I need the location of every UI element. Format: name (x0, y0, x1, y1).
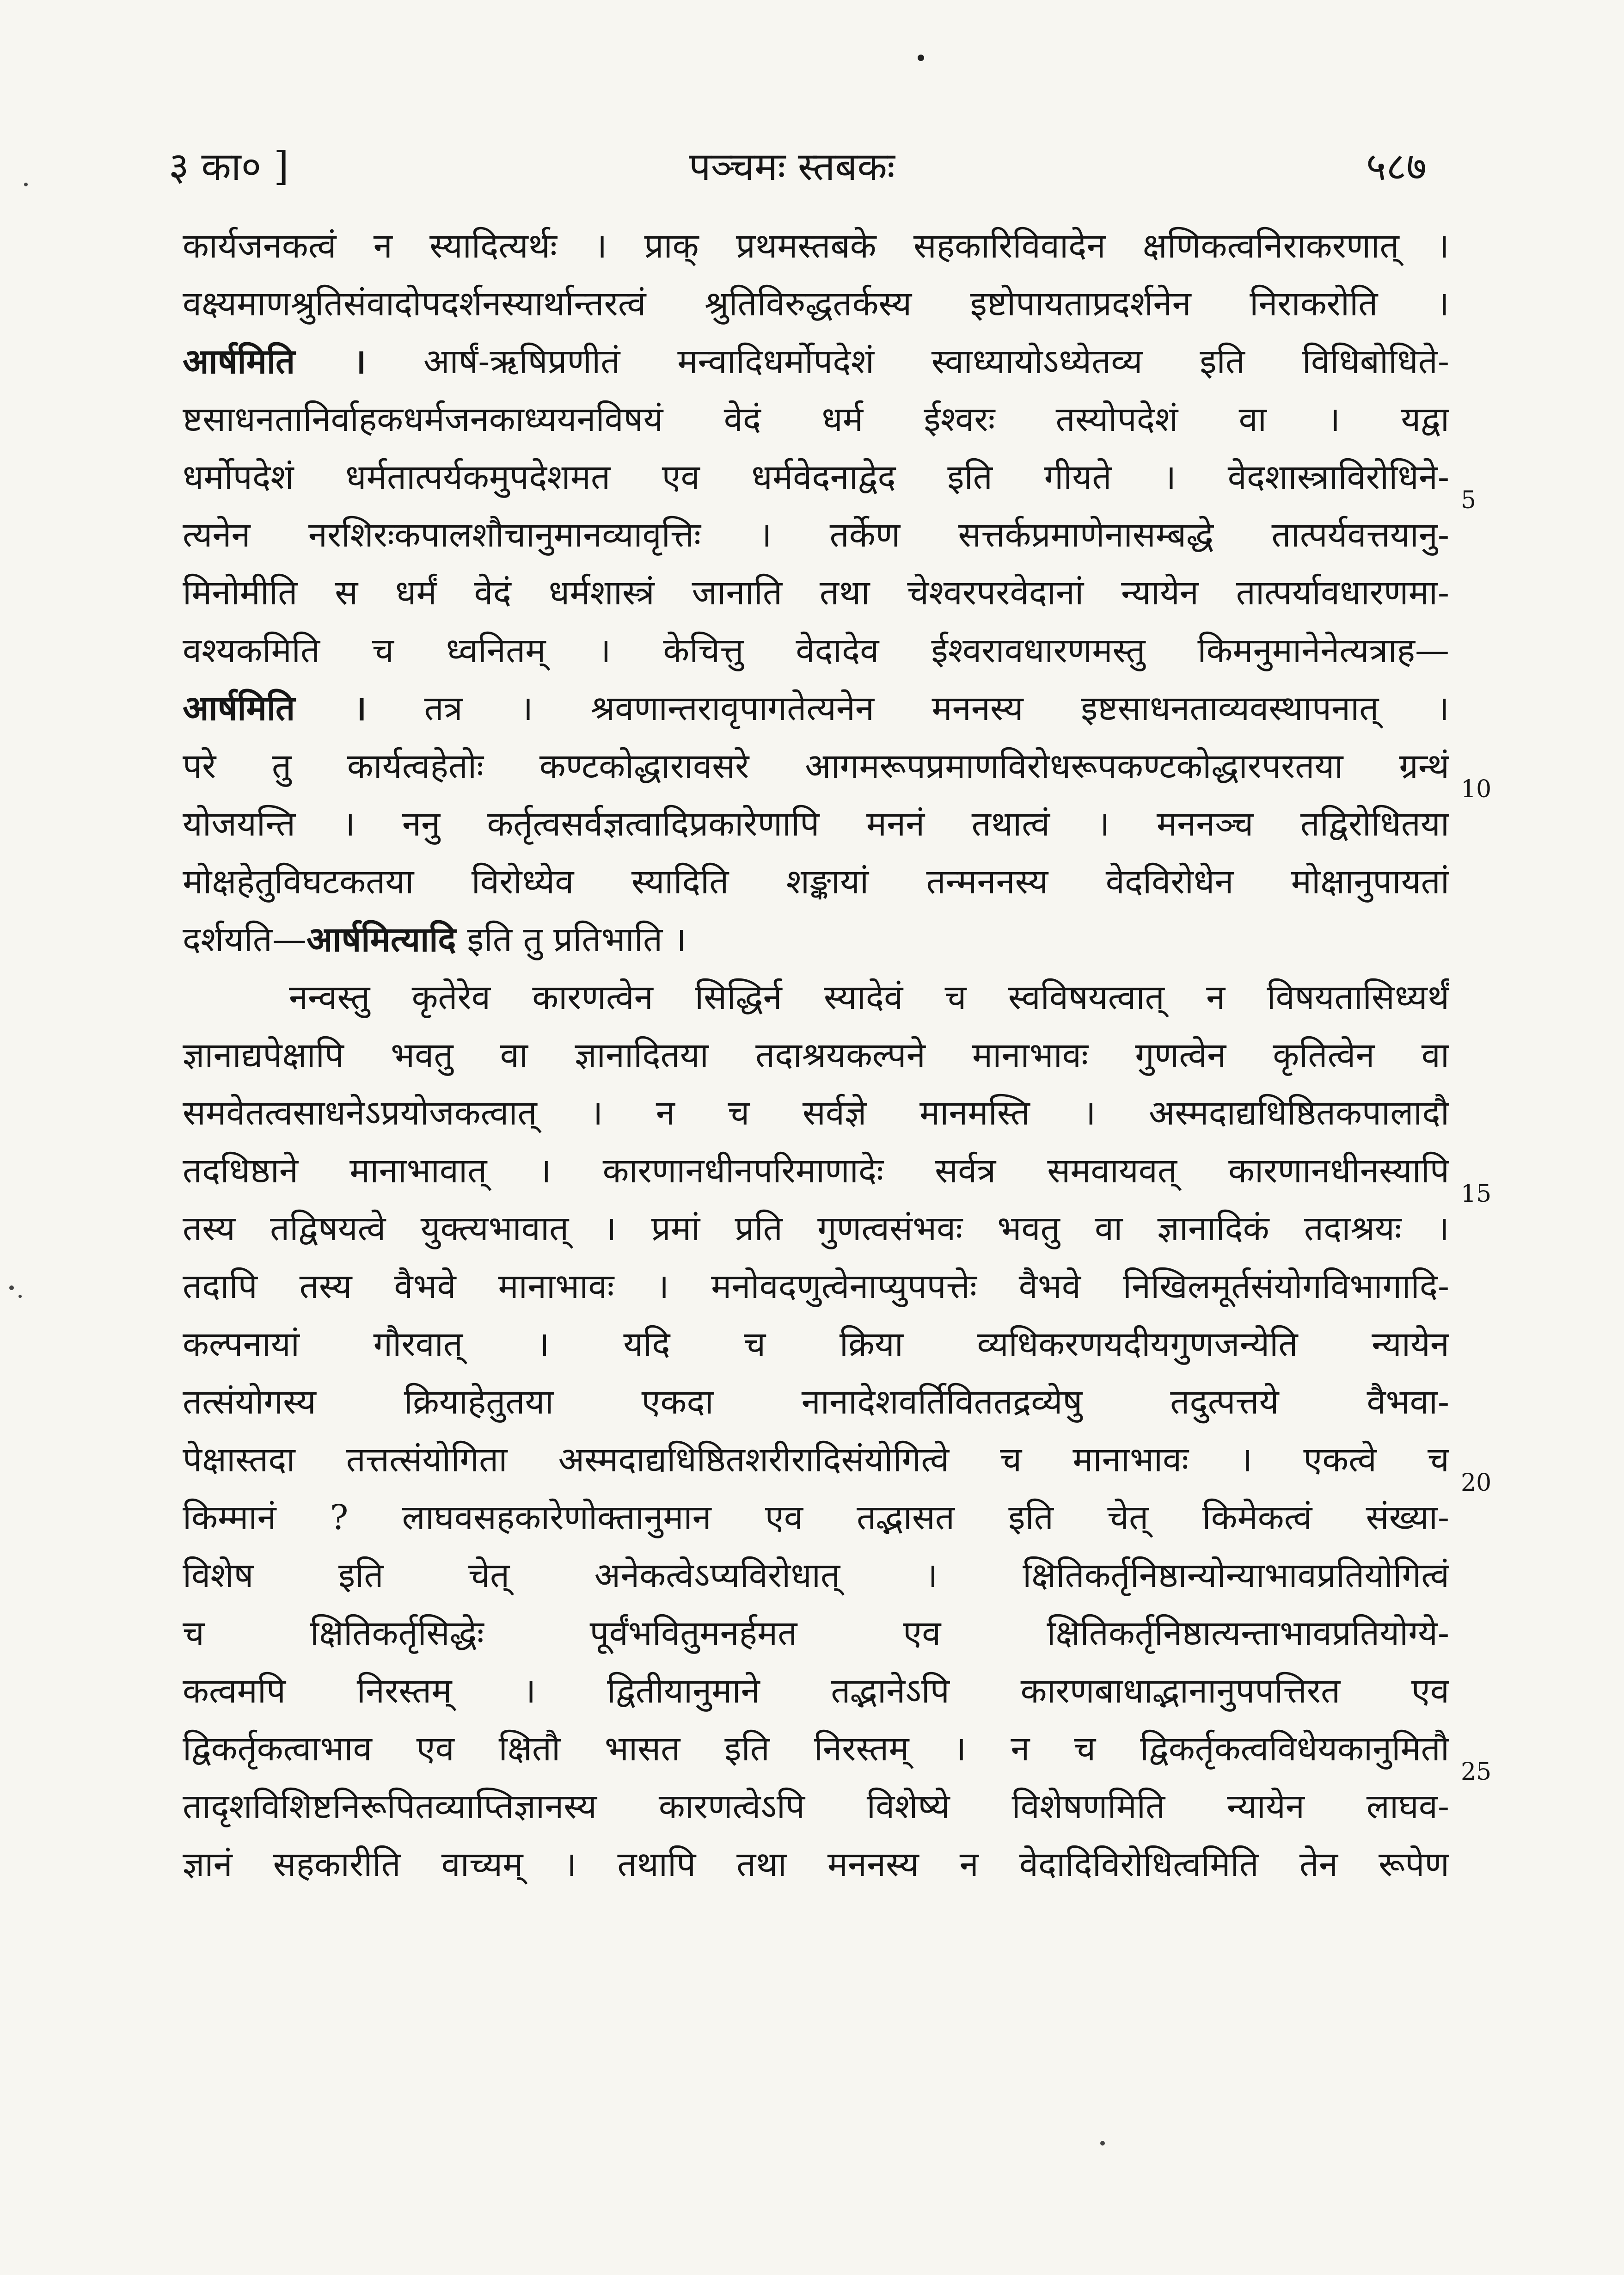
text-line (183, 795, 1449, 853)
text-line (183, 1836, 1449, 1894)
text-line (289, 969, 1449, 1027)
page-number: ५८७ (1366, 144, 1427, 189)
line-text: तत्र । श्रवणान्तरावृपागतेत्यनेन मननस्य इष्टसाधनताव्यवस्थापनात् । (367, 689, 1449, 728)
text-line (183, 1547, 1449, 1605)
scan-speck (9, 1285, 14, 1290)
text-line (183, 391, 1449, 449)
text-line (183, 622, 1449, 680)
text-line (183, 1720, 1449, 1778)
line-text: तादृशविशिष्टनिरूपितव्याप्तिज्ञानस्य कारणत्वेऽपि विशेष्ये विशेषणमिति न्यायेन लाघव- (183, 1787, 1449, 1826)
bold-lemma: आर्षमिति । (183, 342, 367, 381)
line-text: मिनोमीति स धर्मं वेदं धर्मशास्त्रं जानाति तथा चेश्वरपरवेदानां न्यायेन तात्पर्यावधारणमा- (183, 573, 1449, 613)
header-title: पञ्चमः स्तबकः (689, 144, 895, 189)
bold-lemma: आर्षमिति । (183, 689, 367, 728)
line-text: समवेतत्वसाधनेऽप्रयोजकत्वात् । न च सर्वज्ञे मानमस्ति । अस्मदाद्यधिष्ठितकपालादौ (183, 1093, 1449, 1133)
line-text: नन्वस्तु कृतेरेव कारणत्वेन सिद्धिर्न स्यादेवं च स्वविषयत्वात् न विषयतासिध्यर्थं (289, 978, 1449, 1017)
line-number: 20 (1461, 1469, 1492, 1497)
text-line (183, 1605, 1449, 1662)
line-text: कल्पनायां गौरवात् । यदि च क्रिया व्यधिकरणयदीयगुणजन्येति न्यायेन (183, 1324, 1449, 1364)
text-line (183, 564, 1449, 622)
text-line (183, 449, 1449, 506)
text-line (183, 1084, 1449, 1142)
line-text: विशेष इति चेत् अनेकत्वेऽप्यविरोधात् । क्षितिकर्तृनिष्ठान्योन्याभावप्रतियोगित्वं (183, 1556, 1449, 1595)
text-line (183, 333, 1449, 391)
text-line (183, 680, 1449, 738)
text-line (183, 1778, 1449, 1836)
line-text: योजयन्ति । ननु कर्तृत्वसर्वज्ञत्वादिप्रकारेणापि मननं तथात्वं । मननञ्च तद्विरोधितया (183, 804, 1449, 844)
line-text: किम्मानं ? लाघवसहकारेणोक्तानुमान एव तद्भासत इति चेत् किमेकत्वं संख्या- (183, 1498, 1449, 1537)
line-text: तस्य तद्विषयत्वे युक्त्यभावात् । प्रमां प्रति गुणत्वसंभवः भवतु वा ज्ञानादिकं तदाश्रयः । (183, 1209, 1449, 1248)
line-text: ज्ञानं सहकारीति वाच्यम् । तथापि तथा मननस्य न वेदादिविरोधित्वमिति तेन रूपेण (183, 1845, 1449, 1884)
line-text: तदापि तस्य वैभवे मानाभावः । मनोवदणुत्वेनाप्युपपत्तेः वैभवे निखिलमूर्तसंयोगविभागादि- (183, 1267, 1449, 1306)
scan-speck (24, 183, 28, 186)
scan-speck (18, 1295, 22, 1298)
text-line (183, 506, 1449, 564)
header-section-mark: ३ का० ] (169, 144, 289, 189)
line-text: आर्षं-ऋषिप्रणीतं मन्वादिधर्मोपदेशं स्वाध्यायोऽध्येतव्य इति विधिबोधिते- (366, 342, 1449, 381)
line-text: वश्यकमिति च ध्वनितम् । केचित्तु वेदादेव ईश्वरावधारणमस्तु किमनुमानेनेत्यत्राह— (183, 631, 1449, 670)
line-text: ष्टसाधनतानिर्वाहकधर्मजनकाध्ययनविषयं वेदं धर्म ईश्वरः तस्योपदेशं वा । यद्वा (183, 400, 1449, 439)
text-line (183, 1373, 1449, 1431)
line-number: 10 (1461, 775, 1492, 803)
line-text: वक्ष्यमाणश्रुतिसंवादोपदर्शनस्यार्थान्तरत्वं श्रुतिविरुद्धतर्कस्य इष्टोपायताप्रदर्शनेन निराकरोति । (183, 284, 1449, 324)
line-text: मोक्षहेतुविघटकतया विरोध्येव स्यादिति शङ्कायां तन्मननस्य वेदविरोधेन मोक्षानुपायतां (183, 862, 1449, 902)
line-text: इति तु प्रतिभाति । (456, 920, 686, 959)
text-line (183, 1662, 1449, 1720)
scan-speck (1100, 2141, 1105, 2146)
line-text: च क्षितिकर्तृसिद्धेः पूर्वंभवितुमनर्हमत एव क्षितिकर्तृनिष्ठात्यन्ताभावप्रतियोग्ये- (183, 1613, 1449, 1653)
line-text: तत्संयोगस्य क्रियाहेतुतया एकदा नानादेशवर्तिविततद्रव्येषु तदुत्पत्तये वैभवा- (183, 1382, 1449, 1422)
line-text: पेक्षास्तदा तत्तत्संयोगिता अस्मदाद्यधिष्ठितशरीरादिसंयोगित्वे च मानाभावः । एकत्वे च (183, 1440, 1449, 1480)
text-line (183, 1027, 1449, 1084)
line-number: 5 (1461, 486, 1477, 514)
text-line (183, 853, 1449, 911)
text-line (183, 738, 1449, 795)
line-number: 25 (1461, 1758, 1492, 1786)
text-line (183, 911, 1449, 969)
line-text: कार्यजनकत्वं न स्यादित्यर्थः । प्राक् प्रथमस्तबके सहकारिविवादेन क्षणिकत्वनिराकरणात् । (183, 226, 1449, 266)
text-line (183, 1431, 1449, 1489)
line-text: ज्ञानाद्यपेक्षापि भवतु वा ज्ञानादितया तदाश्रयकल्पने मानाभावः गुणत्वेन कृतित्वेन वा (183, 1035, 1449, 1075)
line-text: परे तु कार्यत्वहेतोः कण्टकोद्धारावसरे आगमरूपप्रमाणविरोधरूपकण्टकोद्धारपरतया ग्रन्थं (183, 746, 1449, 786)
text-line (183, 1200, 1449, 1258)
text-line (183, 1316, 1449, 1373)
line-text: धर्मोपदेशं धर्मतात्पर्यकमुपदेशमत एव धर्मवेदनाद्वेद इति गीयते । वेदशास्त्राविरोधिने- (183, 457, 1449, 497)
line-text: द्विकर्तृकत्वाभाव एव क्षितौ भासत इति निरस्तम् । न च द्विकर्तृकत्वविधेयकानुमितौ (183, 1729, 1449, 1769)
text-line (183, 1142, 1449, 1200)
line-text: त्यनेन नरशिरःकपालशौचानुमानव्यावृत्तिः । तर्केण सत्तर्कप्रमाणेनासम्बद्धे तात्पर्यवत्तयानु- (183, 515, 1449, 555)
line-text: कत्वमपि निरस्तम् । द्वितीयानुमाने तद्भानेऽपि कारणबाधाद्भानानुपपत्तिरत एव (183, 1671, 1449, 1711)
text-line (183, 275, 1449, 333)
text-line (183, 217, 1449, 275)
text-line (183, 1258, 1449, 1316)
bold-lemma: आर्षमित्यादि (306, 920, 456, 959)
line-number: 15 (1461, 1180, 1492, 1208)
line-text: दर्शयति— (183, 920, 306, 959)
text-line (183, 1489, 1449, 1547)
line-text: तदधिष्ठाने मानाभावात् । कारणानधीनपरिमाणादेः सर्वत्र समवायवत् कारणानधीनस्यापि (183, 1151, 1449, 1191)
ink-dot (918, 55, 924, 61)
